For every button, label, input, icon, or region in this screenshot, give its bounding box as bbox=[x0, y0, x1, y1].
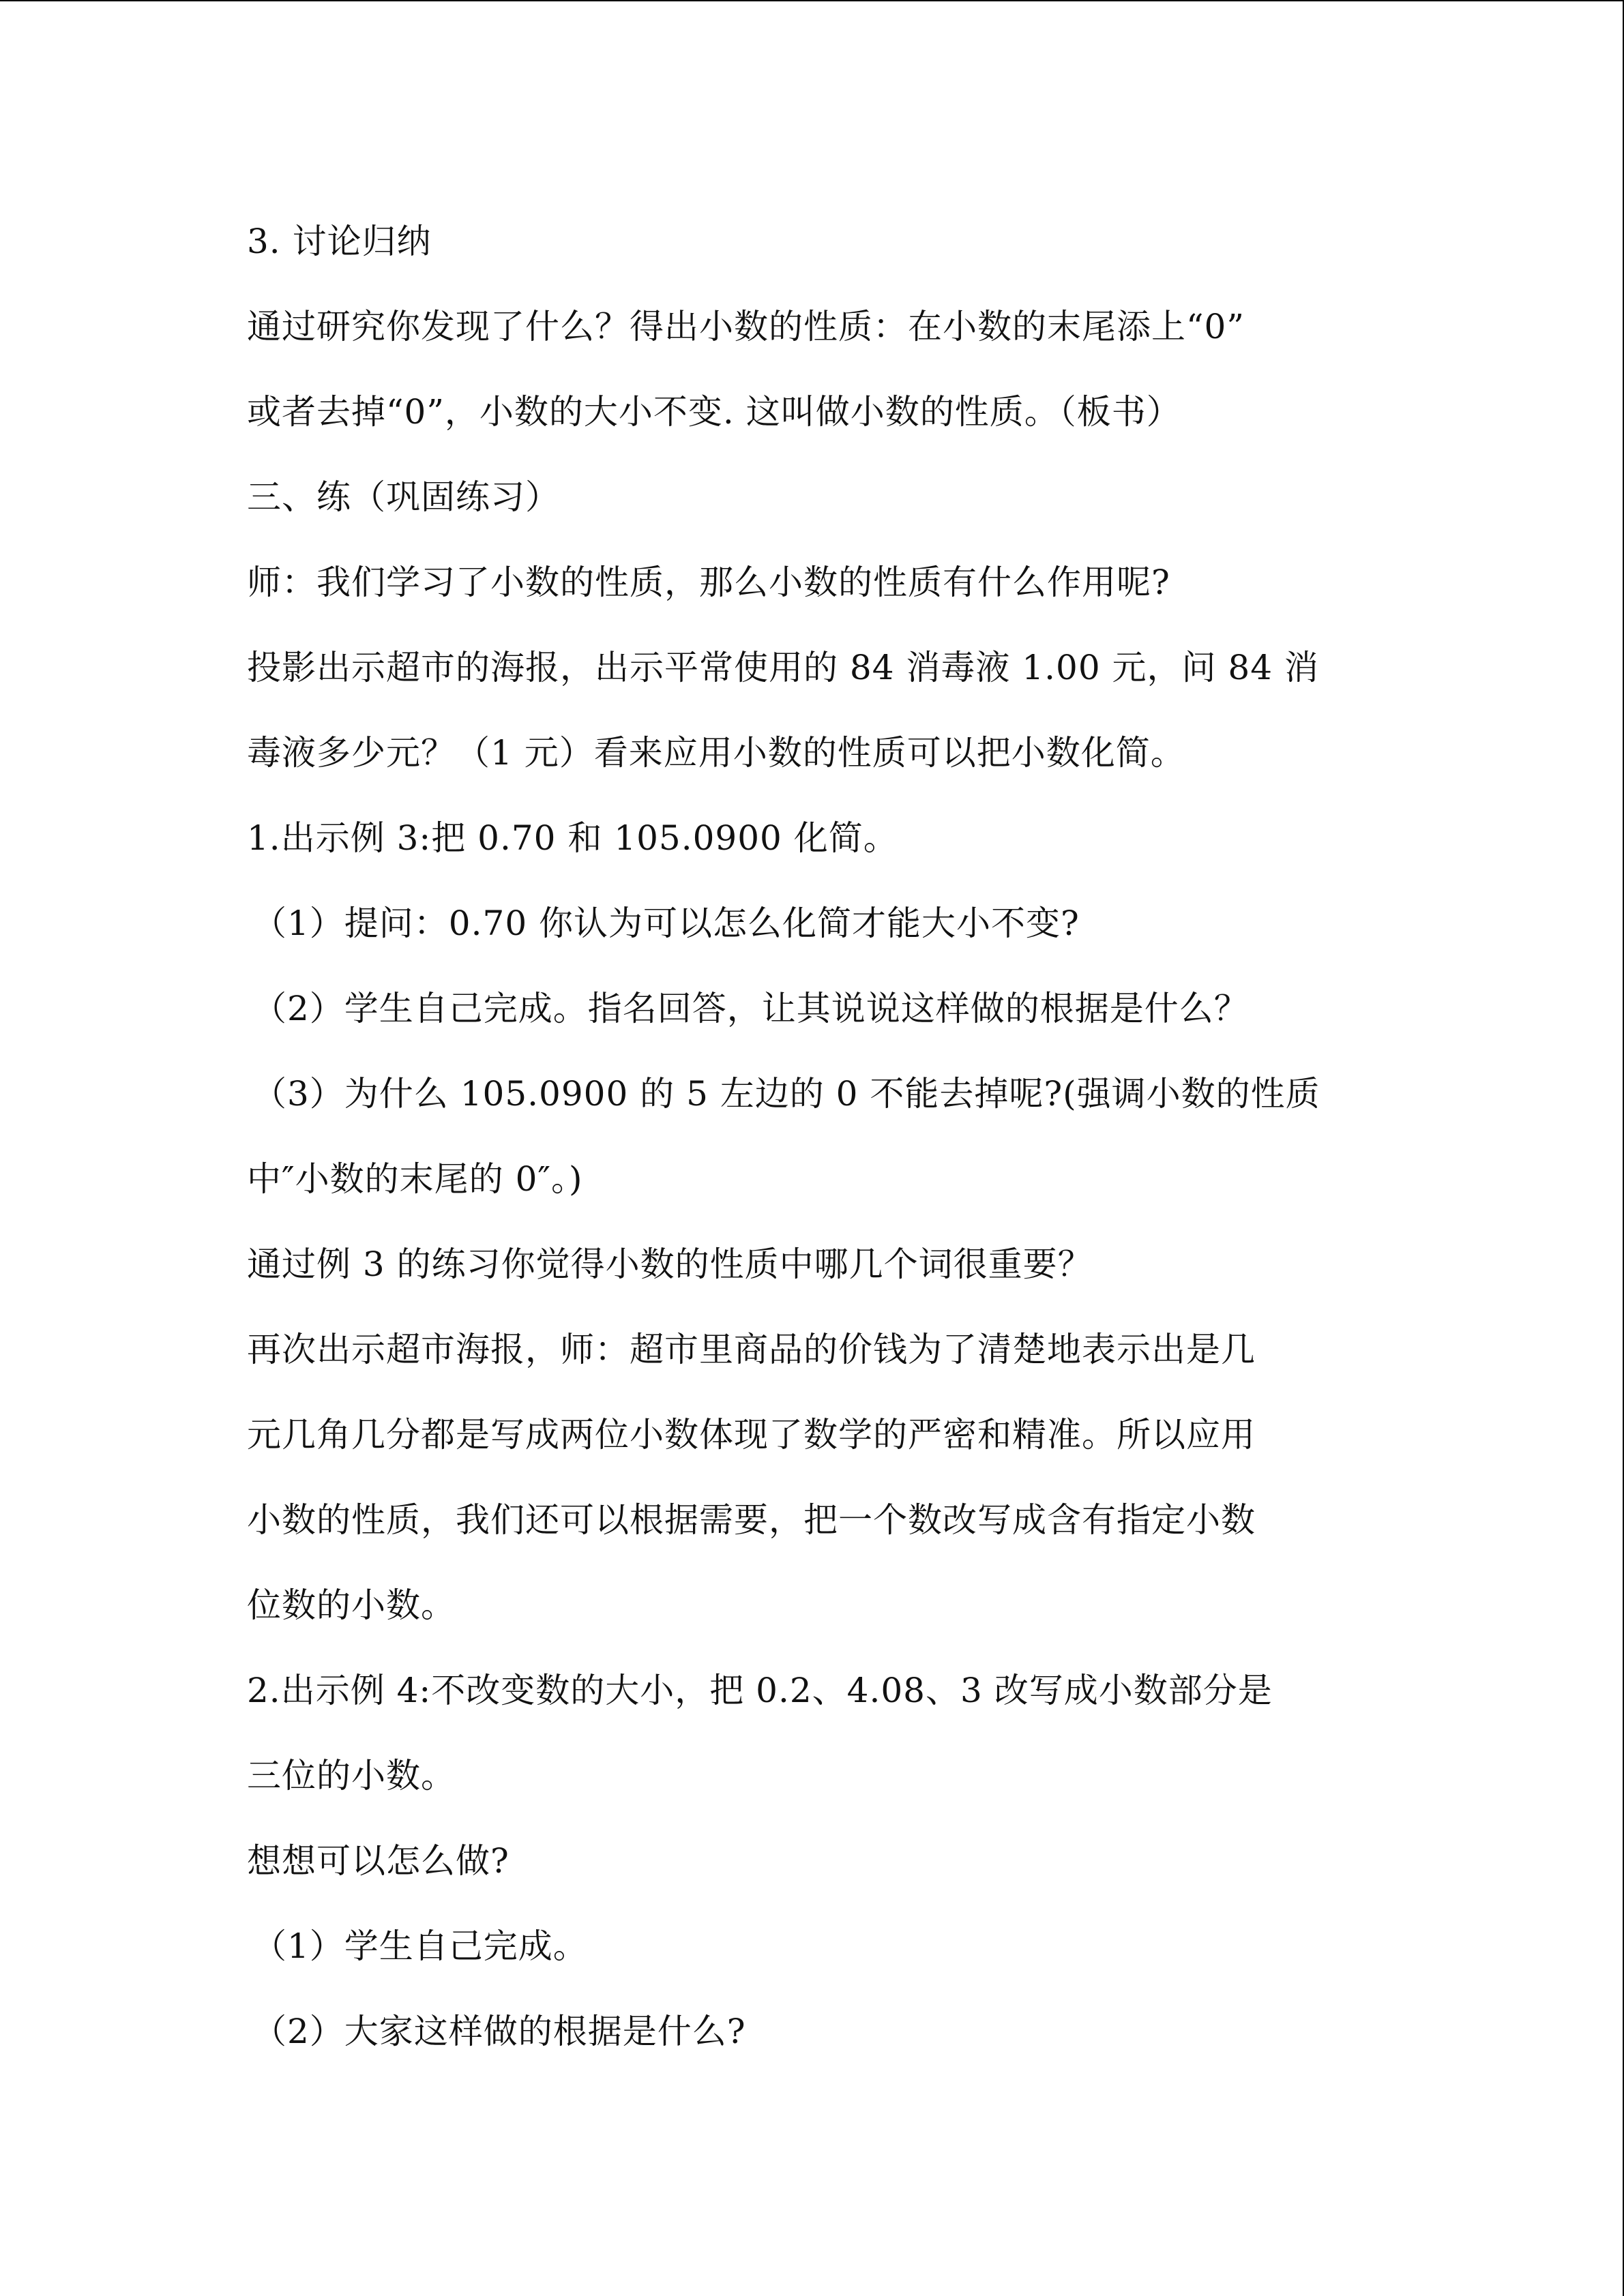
paragraph-line: 小数的性质，我们还可以根据需要，把一个数改写成含有指定小数 bbox=[247, 1500, 1256, 1540]
paragraph-line: 师：我们学习了小数的性质，那么小数的性质有什么作用呢? bbox=[247, 563, 1170, 602]
document-body bbox=[247, 199, 1393, 2074]
paragraph-line: 三位的小数。 bbox=[247, 1756, 456, 1795]
example-3-heading: 1.出示例 3:把 0.70 和 105.0900 化简。 bbox=[247, 818, 898, 858]
paragraph-line: 再次出示超市海报，师：超市里商品的价钱为了清楚地表示出是几 bbox=[247, 1330, 1256, 1369]
section-heading-discussion: 3. 讨论归纳 bbox=[247, 222, 432, 261]
paragraph-line: 通过研究你发现了什么？得出小数的性质：在小数的末尾添上“0” bbox=[247, 307, 1245, 346]
section-heading-practice: 三、练（巩固练习） bbox=[247, 477, 560, 517]
paragraph-line: 位数的小数。 bbox=[247, 1585, 456, 1625]
list-item: （2）大家这样做的根据是什么? bbox=[252, 2012, 746, 2051]
paragraph-line: 毒液多少元？（1 元）看来应用小数的性质可以把小数化简。 bbox=[247, 733, 1185, 773]
list-item: （2）学生自己完成。指名回答，让其说说这样做的根据是什么？ bbox=[252, 989, 1249, 1028]
list-item: （3）为什么 105.0900 的 5 左边的 0 不能去掉呢?(强调小数的性质 bbox=[252, 1074, 1320, 1114]
paragraph-line: 通过例 3 的练习你觉得小数的性质中哪几个词很重要？ bbox=[247, 1244, 1093, 1284]
list-item: （1）提问：0.70 你认为可以怎么化简才能大小不变? bbox=[252, 904, 1080, 943]
paragraph-line: 元几角几分都是写成两位小数体现了数学的严密和精准。所以应用 bbox=[247, 1415, 1256, 1455]
example-4-heading: 2.出示例 4:不改变数的大小，把 0.2、4.08、3 改写成小数部分是 bbox=[247, 1671, 1273, 1710]
paragraph-line: 想想可以怎么做? bbox=[247, 1841, 510, 1881]
list-item: （1）学生自己完成。 bbox=[252, 1926, 588, 1966]
paragraph-line: 投影出示超市的海报，出示平常使用的 84 消毒液 1.00 元，问 84 消 bbox=[247, 648, 1319, 687]
paragraph-line: 或者去掉“0”，小数的大小不变. 这叫做小数的性质。（板书） bbox=[247, 392, 1181, 432]
paragraph-line: 中″小数的末尾的 0″。) bbox=[247, 1159, 583, 1199]
